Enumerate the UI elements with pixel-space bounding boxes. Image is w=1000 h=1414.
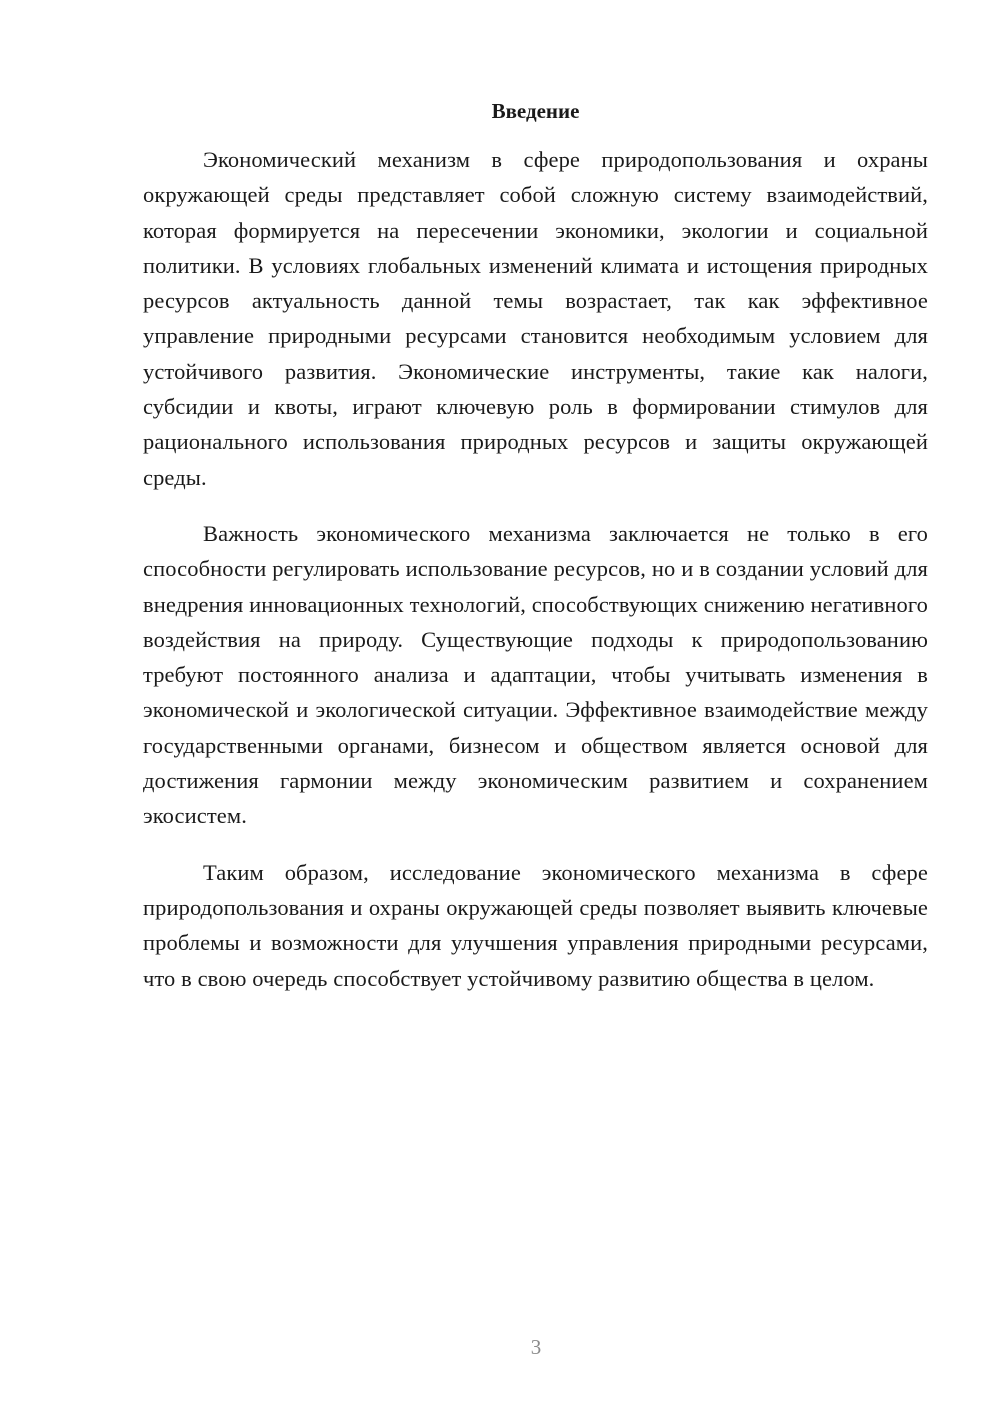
page-number: 3 bbox=[530, 1335, 542, 1359]
body-text bbox=[143, 142, 928, 1017]
paragraph-1: Экономический механизм в сфере природопользования и охраны окружающей среды представляет собой сложную систему взаимодействий, которая формируется на пересечении экономики, экологии и социальной политики. В условиях глобальных изменений климата и истощения природных ресурсов актуальность данной темы возрастает, так как эффективное управление природными ресурсами становится необходимым условием для устойчивого развития. Экономические инструменты, такие как налоги, субсидии и квоты, играют ключевую роль в формировании стимулов для рационального использования природных ресурсов и защиты окружающей среды. bbox=[143, 147, 928, 490]
paragraph-2: Важность экономического механизма заключается не только в его способности регулировать использование ресурсов, но и в создании условий для внедрения инновационных технологий, способствующих снижению негативного воздействия на природу. Существующие подходы к природопользованию требуют постоянного анализа и адаптации, чтобы учитывать изменения в экономической и экологической ситуации. Эффективное взаимодействие между государственными органами, бизнесом и обществом является основой для достижения гармонии между экономическим развитием и сохранением экосистем. bbox=[143, 520, 928, 829]
section-heading: Введение bbox=[491, 99, 580, 123]
paragraph-3: Таким образом, исследование экономического механизма в сфере природопользования и охраны окружающей среды позволяет выявить ключевые проблемы и возможности для улучшения управления природными ресурсами, что в свою очередь способствует устойчивому развитию общества в целом. bbox=[143, 859, 928, 991]
